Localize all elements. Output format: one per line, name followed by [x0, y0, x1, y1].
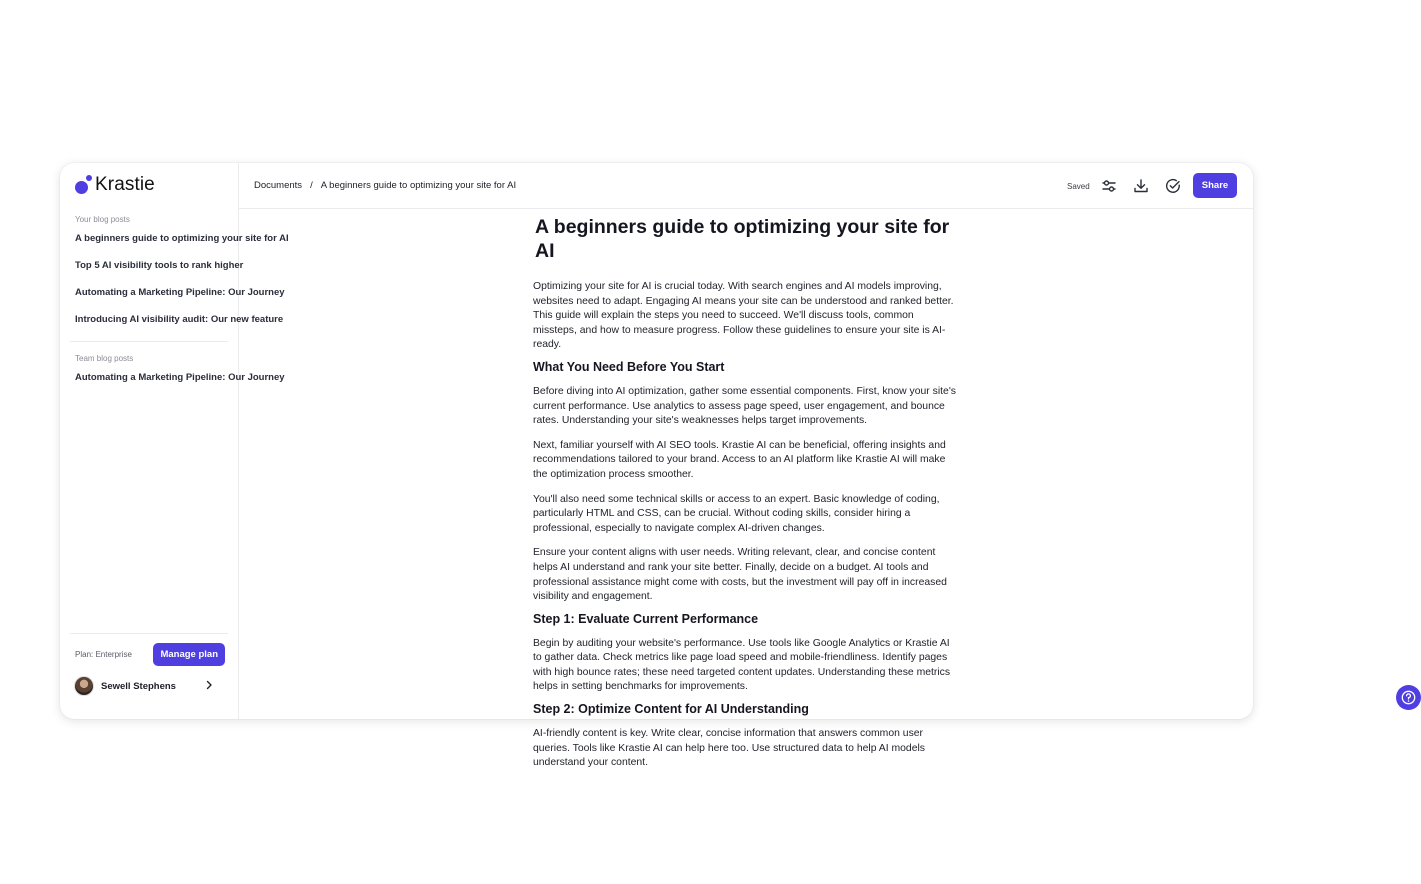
breadcrumb-separator: / [310, 180, 313, 191]
document-editor[interactable] [533, 209, 959, 769]
doc-paragraph[interactable]: Begin by auditing your website's performance. Use tools like Google Analytics or Krastie AI to gather data. Check metrics like page load speed and mobile-friendliness. Identify pages with high bounce rates; these need targeted content updates. Understanding these metrics helps in setting benchmarks for improvements. [533, 637, 951, 693]
doc-paragraph[interactable]: AI-friendly content is key. Write clear, concise information that answers common user queries. Tools like Krastie AI can help here too. Use structured data to help AI models understand your content. [533, 728, 925, 769]
main-area [239, 163, 1253, 769]
your-posts-heading: Your blog posts [75, 215, 130, 224]
doc-paragraph[interactable]: Next, familiar yourself with AI SEO tools. Krastie AI can be beneficial, offering insights and recommendations tailored to your brand. Access to an AI platform like Krastie AI will make the optimization process smoother. [533, 439, 946, 480]
sidebar-item-post[interactable]: Introducing AI visibility audit: Our new feature [75, 314, 284, 325]
chevron-right-icon [204, 680, 214, 693]
plan-label: Plan: Enterprise [75, 650, 132, 659]
saved-status: Saved [1067, 182, 1090, 191]
sidebar-item-team-post[interactable]: Automating a Marketing Pipeline: Our Journey [75, 372, 285, 383]
top-bar [239, 163, 1253, 209]
breadcrumb-documents[interactable]: Documents [254, 180, 303, 191]
app-window [60, 163, 1253, 769]
user-menu[interactable] [74, 676, 214, 696]
check-circle-icon[interactable] [1164, 177, 1182, 195]
doc-title[interactable]: A beginners guide to optimizing your site for AI [535, 216, 950, 262]
avatar [74, 676, 94, 696]
sidebar-item-post[interactable]: A beginners guide to optimizing your site for AI [75, 233, 289, 244]
logo-mark-icon [75, 175, 93, 195]
manage-plan-button[interactable]: Manage plan [153, 643, 225, 666]
help-icon [1401, 690, 1416, 705]
breadcrumb [254, 180, 516, 191]
share-button[interactable]: Share [1193, 173, 1237, 198]
sliders-icon[interactable] [1100, 177, 1118, 195]
doc-paragraph[interactable]: Before diving into AI optimization, gather some essential components. First, know your site's current performance. Use analytics to assess page speed, user engagement, and bounce rates. Understanding your site's weaknesses helps target improvements. [533, 385, 957, 427]
doc-paragraph[interactable]: You'll also need some technical skills or access to an expert. Basic knowledge of coding, particularly HTML and CSS, can be crucial. Without coding skills, consider hiring a professional, especially to navigate complex AI-driven changes. [533, 493, 940, 534]
sidebar-item-post[interactable]: Automating a Marketing Pipeline: Our Journey [75, 287, 285, 298]
team-posts-heading: Team blog posts [75, 354, 134, 363]
user-name: Sewell Stephens [101, 680, 176, 692]
download-icon[interactable] [1132, 177, 1150, 195]
plan-row [75, 643, 225, 666]
doc-paragraph[interactable]: Ensure your content aligns with user needs. Writing relevant, clear, and concise content helps AI understand and rank your site better. Finally, decide on a budget. AI tools and professional assistance might come with costs, but the investment will pay off in increased visibility and engagement. [533, 547, 947, 603]
sidebar-divider [70, 341, 228, 342]
app-name: Krastie [95, 174, 155, 195]
doc-heading[interactable]: Step 2: Optimize Content for AI Understanding [533, 702, 809, 717]
logo[interactable] [75, 174, 155, 196]
breadcrumb-current: A beginners guide to optimizing your site for AI [320, 180, 517, 191]
doc-heading[interactable]: What You Need Before You Start [533, 359, 725, 374]
doc-paragraph[interactable]: Optimizing your site for AI is crucial today. With search engines and AI models improving, websites need to adapt. Engaging AI means your site can be understood and ranked better. This guide will explain the steps you need to succeed. We'll discuss tools, common missteps, and how to measure progress. Follow these guidelines to ensure your site is AI-ready. [533, 281, 954, 351]
help-button[interactable] [1396, 685, 1421, 710]
doc-heading[interactable]: Step 1: Evaluate Current Performance [533, 611, 759, 626]
sidebar-item-post[interactable]: Top 5 AI visibility tools to rank higher [75, 260, 244, 271]
sidebar-divider [70, 633, 228, 634]
